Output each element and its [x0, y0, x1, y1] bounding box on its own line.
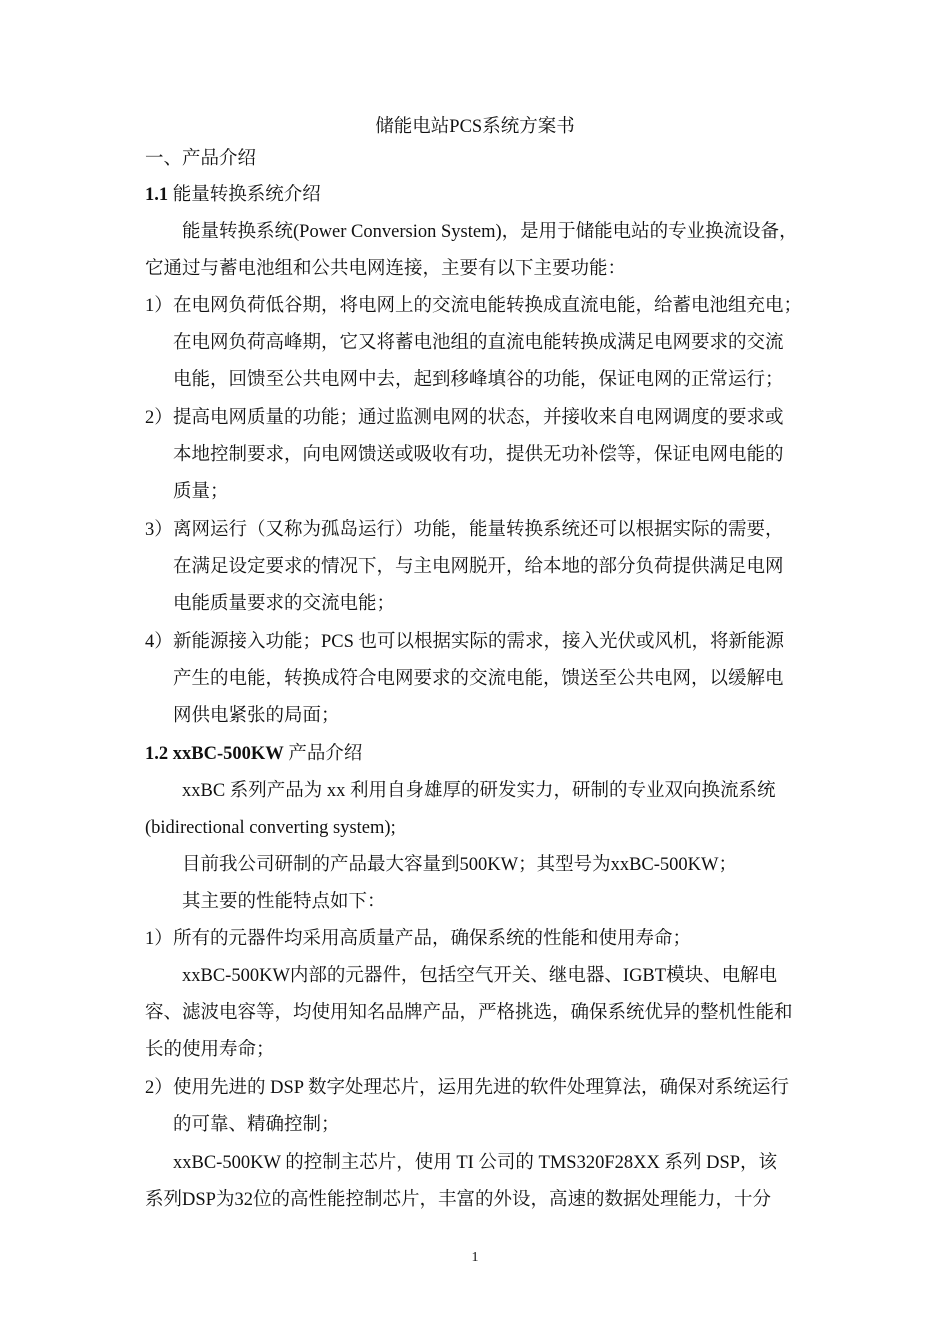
feature-item-1: [145, 927, 815, 951]
list-number: 3）: [145, 520, 173, 540]
list-number: 2）: [145, 1078, 173, 1098]
list-item-line: 电能质量要求的交流电能；: [173, 594, 396, 614]
list-text: 提高电网质量的功能；通过监测电网的状态，并接收来自电网调度的要求或: [173, 408, 784, 428]
paragraph-line: 其主要的性能特点如下：: [182, 892, 386, 912]
list-item-line: 的可靠、精确控制；: [173, 1115, 340, 1135]
paragraph-line: xxBC 系列产品为 xx 利用自身雄厚的研发实力，研制的专业双向换流系统: [182, 781, 776, 801]
feature-item-2: [145, 1076, 815, 1100]
list-text: 离网运行（又称为孤岛运行）功能，能量转换系统还可以根据实际的需要，: [173, 520, 784, 540]
list-item-4: [145, 630, 815, 654]
subsection-title: 产品介绍: [283, 744, 363, 764]
list-number: 1）: [145, 929, 173, 949]
paragraph-line: (bidirectional converting system);: [145, 818, 396, 838]
list-item-line: 质量；: [173, 482, 229, 502]
paragraph-line: 容、滤波电容等，均使用知名品牌产品，严格挑选，确保系统优异的整机性能和: [145, 1003, 793, 1023]
list-item-1: [145, 294, 815, 318]
list-item-2: [145, 406, 815, 430]
paragraph-line: 长的使用寿命；: [145, 1040, 275, 1060]
subsection-title: 能量转换系统介绍: [168, 185, 321, 205]
paragraph-line: xxBC-500KW内部的元器件，包括空气开关、继电器、IGBT模块、电解电: [182, 966, 778, 986]
list-item-line: 在满足设定要求的情况下，与主电网脱开，给本地的部分负荷提供满足电网: [173, 557, 784, 577]
list-item-line: 电能，回馈至公共电网中去，起到移峰填谷的功能，保证电网的正常运行；: [173, 370, 784, 390]
subsection-heading-1-1: [145, 183, 815, 207]
paragraph-line: xxBC-500KW 的控制主芯片，使用 TI 公司的 TMS320F28XX 系列 DSP，该: [173, 1153, 778, 1173]
list-text: 在电网负荷低谷期，将电网上的交流电能转换成直流电能，给蓄电池组充电；: [173, 296, 803, 316]
list-number: 1）: [145, 296, 173, 316]
page-number: 1: [471, 1250, 479, 1265]
paragraph-line: 能量转换系统(Power Conversion System)，是用于储能电站的专业换流设备，: [182, 222, 798, 242]
list-text: 所有的元器件均采用高质量产品，确保系统的性能和使用寿命；: [173, 929, 692, 949]
paragraph-line: 目前我公司研制的产品最大容量到500KW；其型号为xxBC-500KW；: [182, 855, 737, 875]
paragraph-line: 系列DSP为32位的高性能控制芯片，丰富的外设，高速的数据处理能力，十分: [145, 1190, 771, 1210]
list-item-line: 产生的电能，转换成符合电网要求的交流电能，馈送至公共电网，以缓解电: [173, 669, 784, 689]
paragraph-line: 它通过与蓄电池组和公共电网连接，主要有以下主要功能：: [145, 259, 627, 279]
list-item-line: 在电网负荷高峰期，它又将蓄电池组的直流电能转换成满足电网要求的交流: [173, 333, 784, 353]
list-item-3: [145, 518, 815, 542]
subsection-number: 1.1: [145, 185, 169, 205]
list-number: 4）: [145, 632, 173, 652]
section-heading-product-intro: 一、产品介绍: [145, 149, 257, 169]
document-title: 储能电站PCS系统方案书: [375, 117, 575, 137]
list-item-line: 网供电紧张的局面；: [173, 706, 340, 726]
subsection-model: 1.2 xxBC-500KW: [145, 744, 284, 764]
list-number: 2）: [145, 408, 173, 428]
list-text: 使用先进的 DSP 数字处理芯片，运用先进的软件处理算法，确保对系统运行: [173, 1078, 790, 1098]
list-item-line: 本地控制要求，向电网馈送或吸收有功，提供无功补偿等，保证电网电能的: [173, 445, 784, 465]
list-text: 新能源接入功能；PCS 也可以根据实际的需求，接入光伏或风机，将新能源: [173, 632, 785, 652]
subsection-heading-1-2: [145, 742, 815, 766]
